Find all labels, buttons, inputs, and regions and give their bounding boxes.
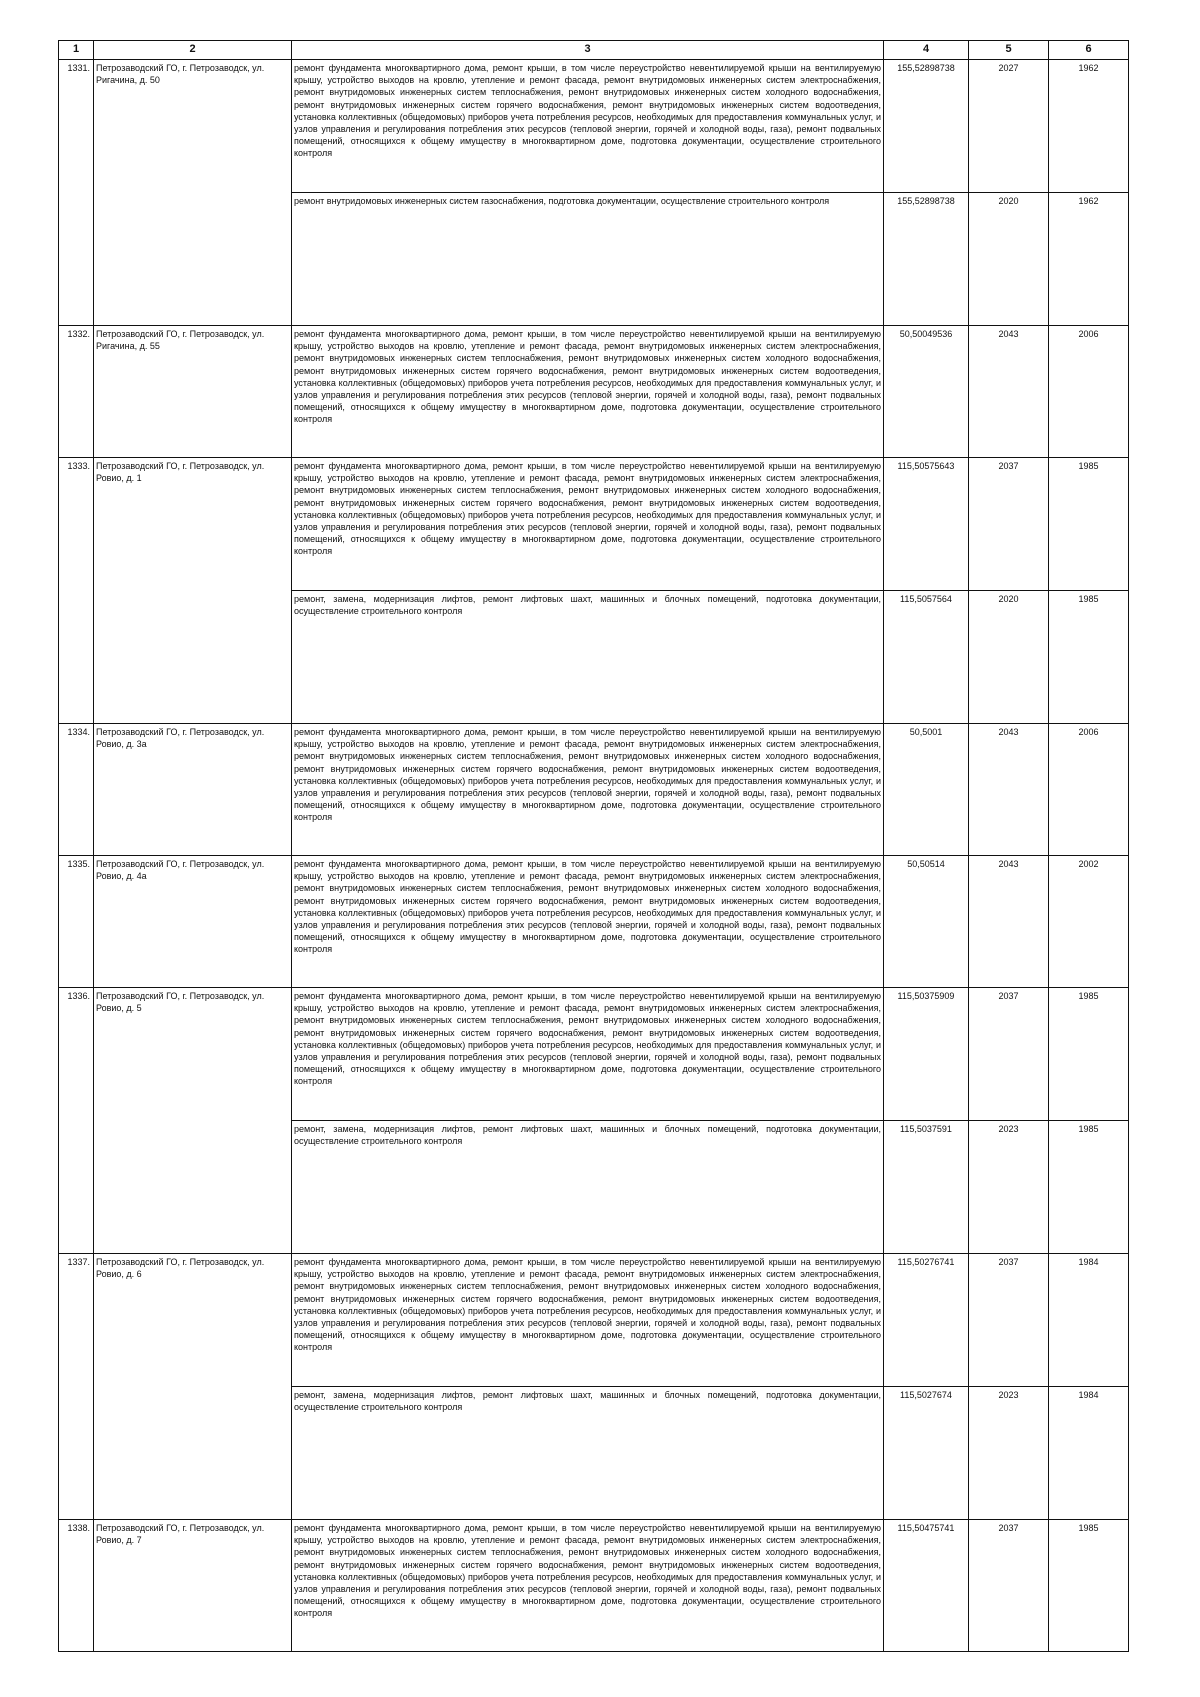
cost-value: 50,50049536 [884,326,969,458]
build-year: 2006 [1049,326,1129,458]
row-number: 1337. [59,1254,94,1520]
work-description: ремонт, замена, модернизация лифтов, ремонт лифтовых шахт, машинных и блочных помещений, подготовка документации, осуществление строительного контроля [292,591,884,724]
row-number: 1335. [59,856,94,988]
capital-repair-table [58,40,1129,1652]
plan-year: 2023 [969,1387,1049,1520]
build-year: 1985 [1049,988,1129,1121]
table-row [59,724,1129,856]
plan-year: 2043 [969,724,1049,856]
work-description: ремонт внутридомовых инженерных систем газоснабжения, подготовка документации, осуществление строительного контроля [292,193,884,326]
work-description: ремонт фундамента многоквартирного дома, ремонт крыши, в том числе переустройство невентилируемой крыши на вентилируемую крышу, устройство выходов на кровлю, утепление и ремонт фасада, ремонт внутридомовых инженерных систем электроснабжения, ремонт внутридомовых инженерных систем теплоснабжения, ремонт внутридомовых инженерных систем холодного водоснабжения, ремонт внутридомовых инженерных систем горячего водоснабжения, ремонт внутридомовых инженерных систем водоотведения, установка коллективных (общедомовых) приборов учета потребления ресурсов, необходимых для предоставления коммунальных услуг, и узлов управления и регулирования потребления этих ресурсов (тепловой энергии, горячей и холодной воды, газа), ремонт подвальных помещений, относящихся к общему имуществу в многоквартирном доме, подготовка документации, осуществление строительного контроля [292,856,884,988]
build-year: 1962 [1049,193,1129,326]
header-col-2: 2 [94,41,292,60]
row-address: Петрозаводский ГО, г. Петрозаводск, ул. Ригачина, д. 50 [94,60,292,326]
cost-value: 115,5027674 [884,1387,969,1520]
build-year: 1985 [1049,1121,1129,1254]
header-col-1: 1 [59,41,94,60]
header-col-5: 5 [969,41,1049,60]
plan-year: 2043 [969,326,1049,458]
cost-value: 115,50276741 [884,1254,969,1387]
row-address: Петрозаводский ГО, г. Петрозаводск, ул. Ровио, д. 7 [94,1520,292,1652]
build-year: 1985 [1049,458,1129,591]
build-year: 1984 [1049,1254,1129,1387]
register-sheet [58,40,1128,1652]
work-description: ремонт фундамента многоквартирного дома, ремонт крыши, в том числе переустройство невентилируемой крыши на вентилируемую крышу, устройство выходов на кровлю, утепление и ремонт фасада, ремонт внутридомовых инженерных систем электроснабжения, ремонт внутридомовых инженерных систем теплоснабжения, ремонт внутридомовых инженерных систем холодного водоснабжения, ремонт внутридомовых инженерных систем горячего водоснабжения, ремонт внутридомовых инженерных систем водоотведения, установка коллективных (общедомовых) приборов учета потребления ресурсов, необходимых для предоставления коммунальных услуг, и узлов управления и регулирования потребления этих ресурсов (тепловой энергии, горячей и холодной воды, газа), ремонт подвальных помещений, относящихся к общему имуществу в многоквартирном доме, подготовка документации, осуществление строительного контроля [292,458,884,591]
row-address: Петрозаводский ГО, г. Петрозаводск, ул. Ровио, д. 3а [94,724,292,856]
table-row [59,326,1129,458]
header-col-6: 6 [1049,41,1129,60]
build-year: 1985 [1049,591,1129,724]
build-year: 1985 [1049,1520,1129,1652]
plan-year: 2027 [969,60,1049,193]
plan-year: 2037 [969,988,1049,1121]
row-address: Петрозаводский ГО, г. Петрозаводск, ул. Ровио, д. 4а [94,856,292,988]
work-description: ремонт, замена, модернизация лифтов, ремонт лифтовых шахт, машинных и блочных помещений, подготовка документации, осуществление строительного контроля [292,1121,884,1254]
plan-year: 2037 [969,1254,1049,1387]
plan-year: 2037 [969,458,1049,591]
cost-value: 115,50375909 [884,988,969,1121]
build-year: 2002 [1049,856,1129,988]
header-col-3: 3 [292,41,884,60]
cost-value: 115,5057564 [884,591,969,724]
work-description: ремонт, замена, модернизация лифтов, ремонт лифтовых шахт, машинных и блочных помещений, подготовка документации, осуществление строительного контроля [292,1387,884,1520]
cost-value: 50,50514 [884,856,969,988]
work-description: ремонт фундамента многоквартирного дома, ремонт крыши, в том числе переустройство невентилируемой крыши на вентилируемую крышу, устройство выходов на кровлю, утепление и ремонт фасада, ремонт внутридомовых инженерных систем электроснабжения, ремонт внутридомовых инженерных систем теплоснабжения, ремонт внутридомовых инженерных систем холодного водоснабжения, ремонт внутридомовых инженерных систем горячего водоснабжения, ремонт внутридомовых инженерных систем водоотведения, установка коллективных (общедомовых) приборов учета потребления ресурсов, необходимых для предоставления коммунальных услуг, и узлов управления и регулирования потребления этих ресурсов (тепловой энергии, горячей и холодной воды, газа), ремонт подвальных помещений, относящихся к общему имуществу в многоквартирном доме, подготовка документации, осуществление строительного контроля [292,60,884,193]
table-row [59,1254,1129,1387]
row-number: 1334. [59,724,94,856]
plan-year: 2020 [969,193,1049,326]
header-col-4: 4 [884,41,969,60]
row-address: Петрозаводский ГО, г. Петрозаводск, ул. Ровио, д. 5 [94,988,292,1254]
plan-year: 2020 [969,591,1049,724]
row-number: 1332. [59,326,94,458]
row-number: 1333. [59,458,94,724]
row-number: 1331. [59,60,94,326]
build-year: 2006 [1049,724,1129,856]
row-number: 1338. [59,1520,94,1652]
cost-value: 155,52898738 [884,193,969,326]
row-address: Петрозаводский ГО, г. Петрозаводск, ул. Ригачина, д. 55 [94,326,292,458]
row-address: Петрозаводский ГО, г. Петрозаводск, ул. Ровио, д. 1 [94,458,292,724]
plan-year: 2043 [969,856,1049,988]
work-description: ремонт фундамента многоквартирного дома, ремонт крыши, в том числе переустройство невентилируемой крыши на вентилируемую крышу, устройство выходов на кровлю, утепление и ремонт фасада, ремонт внутридомовых инженерных систем электроснабжения, ремонт внутридомовых инженерных систем теплоснабжения, ремонт внутридомовых инженерных систем холодного водоснабжения, ремонт внутридомовых инженерных систем горячего водоснабжения, ремонт внутридомовых инженерных систем водоотведения, установка коллективных (общедомовых) приборов учета потребления ресурсов, необходимых для предоставления коммунальных услуг, и узлов управления и регулирования потребления этих ресурсов (тепловой энергии, горячей и холодной воды, газа), ремонт подвальных помещений, относящихся к общему имуществу в многоквартирном доме, подготовка документации, осуществление строительного контроля [292,724,884,856]
table-header-row [59,41,1129,60]
plan-year: 2023 [969,1121,1049,1254]
table-row [59,60,1129,193]
plan-year: 2037 [969,1520,1049,1652]
work-description: ремонт фундамента многоквартирного дома, ремонт крыши, в том числе переустройство невентилируемой крыши на вентилируемую крышу, устройство выходов на кровлю, утепление и ремонт фасада, ремонт внутридомовых инженерных систем электроснабжения, ремонт внутридомовых инженерных систем теплоснабжения, ремонт внутридомовых инженерных систем холодного водоснабжения, ремонт внутридомовых инженерных систем горячего водоснабжения, ремонт внутридомовых инженерных систем водоотведения, установка коллективных (общедомовых) приборов учета потребления ресурсов, необходимых для предоставления коммунальных услуг, и узлов управления и регулирования потребления этих ресурсов (тепловой энергии, горячей и холодной воды, газа), ремонт подвальных помещений, относящихся к общему имуществу в многоквартирном доме, подготовка документации, осуществление строительного контроля [292,1520,884,1652]
work-description: ремонт фундамента многоквартирного дома, ремонт крыши, в том числе переустройство невентилируемой крыши на вентилируемую крышу, устройство выходов на кровлю, утепление и ремонт фасада, ремонт внутридомовых инженерных систем электроснабжения, ремонт внутридомовых инженерных систем теплоснабжения, ремонт внутридомовых инженерных систем холодного водоснабжения, ремонт внутридомовых инженерных систем горячего водоснабжения, ремонт внутридомовых инженерных систем водоотведения, установка коллективных (общедомовых) приборов учета потребления ресурсов, необходимых для предоставления коммунальных услуг, и узлов управления и регулирования потребления этих ресурсов (тепловой энергии, горячей и холодной воды, газа), ремонт подвальных помещений, относящихся к общему имуществу в многоквартирном доме, подготовка документации, осуществление строительного контроля [292,1254,884,1387]
table-row [59,458,1129,591]
cost-value: 155,52898738 [884,60,969,193]
row-number: 1336. [59,988,94,1254]
cost-value: 50,5001 [884,724,969,856]
table-row [59,856,1129,988]
work-description: ремонт фундамента многоквартирного дома, ремонт крыши, в том числе переустройство невентилируемой крыши на вентилируемую крышу, устройство выходов на кровлю, утепление и ремонт фасада, ремонт внутридомовых инженерных систем электроснабжения, ремонт внутридомовых инженерных систем теплоснабжения, ремонт внутридомовых инженерных систем холодного водоснабжения, ремонт внутридомовых инженерных систем горячего водоснабжения, ремонт внутридомовых инженерных систем водоотведения, установка коллективных (общедомовых) приборов учета потребления ресурсов, необходимых для предоставления коммунальных услуг, и узлов управления и регулирования потребления этих ресурсов (тепловой энергии, горячей и холодной воды, газа), ремонт подвальных помещений, относящихся к общему имуществу в многоквартирном доме, подготовка документации, осуществление строительного контроля [292,326,884,458]
table-row [59,988,1129,1121]
build-year: 1984 [1049,1387,1129,1520]
cost-value: 115,50575643 [884,458,969,591]
row-address: Петрозаводский ГО, г. Петрозаводск, ул. Ровио, д. 6 [94,1254,292,1520]
work-description: ремонт фундамента многоквартирного дома, ремонт крыши, в том числе переустройство невентилируемой крыши на вентилируемую крышу, устройство выходов на кровлю, утепление и ремонт фасада, ремонт внутридомовых инженерных систем электроснабжения, ремонт внутридомовых инженерных систем теплоснабжения, ремонт внутридомовых инженерных систем холодного водоснабжения, ремонт внутридомовых инженерных систем горячего водоснабжения, ремонт внутридомовых инженерных систем водоотведения, установка коллективных (общедомовых) приборов учета потребления ресурсов, необходимых для предоставления коммунальных услуг, и узлов управления и регулирования потребления этих ресурсов (тепловой энергии, горячей и холодной воды, газа), ремонт подвальных помещений, относящихся к общему имуществу в многоквартирном доме, подготовка документации, осуществление строительного контроля [292,988,884,1121]
build-year: 1962 [1049,60,1129,193]
cost-value: 115,5037591 [884,1121,969,1254]
cost-value: 115,50475741 [884,1520,969,1652]
table-row [59,1520,1129,1652]
